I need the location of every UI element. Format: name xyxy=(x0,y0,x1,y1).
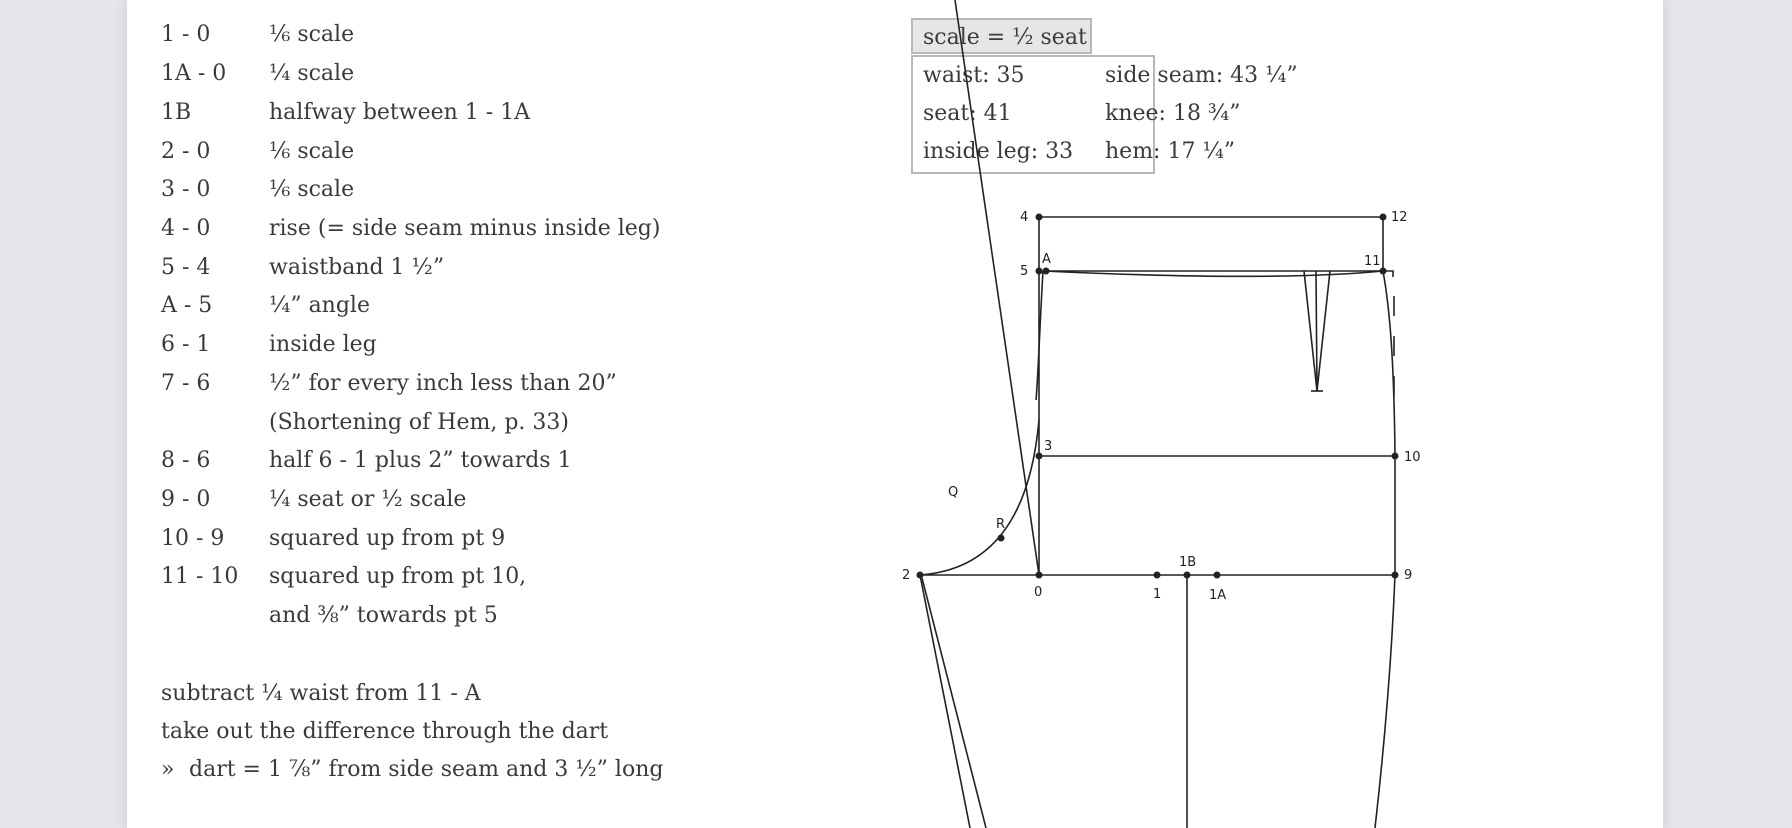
side-seam-lower xyxy=(1375,575,1395,828)
scale-label: scale = ½ seat xyxy=(911,18,1092,54)
step-desc: ¼ scale xyxy=(269,61,355,86)
step-code: A - 5 xyxy=(161,293,213,318)
label-1A: 1A xyxy=(1209,588,1227,603)
point-12 xyxy=(1380,214,1387,221)
point-3 xyxy=(1036,453,1043,460)
label-3: 3 xyxy=(1044,439,1053,454)
label-2: 2 xyxy=(902,568,911,583)
step-code: 3 - 0 xyxy=(161,177,211,202)
label-A: A xyxy=(1042,252,1051,267)
inside-leg-measurement: inside leg: 33 xyxy=(923,139,1074,164)
note-line: subtract ¼ waist from 11 - A xyxy=(161,681,481,706)
step-code: 1B xyxy=(161,100,192,125)
point-9 xyxy=(1392,572,1399,579)
label-5: 5 xyxy=(1020,264,1029,279)
hem-measurement: hem: 17 ¼” xyxy=(1105,139,1236,164)
seat-measurement: seat: 41 xyxy=(923,101,1012,126)
crotch-diagonal xyxy=(955,0,1039,575)
label-0: 0 xyxy=(1034,585,1043,600)
step-code: 10 - 9 xyxy=(161,526,225,551)
step-desc: ⅙ scale xyxy=(269,22,355,47)
point-0 xyxy=(1036,572,1043,579)
label-10: 10 xyxy=(1404,450,1421,465)
point-5 xyxy=(1036,268,1043,275)
waist-curve xyxy=(1043,271,1383,276)
step-desc: ½” for every inch less than 20” xyxy=(269,371,617,396)
step-code: 5 - 4 xyxy=(161,255,211,280)
point-11 xyxy=(1380,268,1387,275)
step-desc: half 6 - 1 plus 2” towards 1 xyxy=(269,448,572,473)
inseam-outer xyxy=(920,575,970,828)
note-line: take out the difference through the dart xyxy=(161,719,609,744)
knee-measurement: knee: 18 ¾” xyxy=(1105,101,1241,126)
step-desc: ⅙ scale xyxy=(269,177,355,202)
point-1A xyxy=(1214,572,1221,579)
step-code: 6 - 1 xyxy=(161,332,211,357)
step-desc: squared up from pt 9 xyxy=(269,526,506,551)
step-desc: ⅙ scale xyxy=(269,139,355,164)
step-desc: halfway between 1 - 1A xyxy=(269,100,531,125)
point-2 xyxy=(917,572,924,579)
side-seam-measurement: side seam: 43 ¼” xyxy=(1105,63,1298,88)
point-A xyxy=(1043,268,1050,275)
note-line: dart = 1 ⅞” from side seam and 3 ½” long xyxy=(189,757,664,782)
dart-leg-1 xyxy=(1304,271,1317,391)
step-desc: rise (= side seam minus inside leg) xyxy=(269,216,661,241)
point-R xyxy=(998,535,1005,542)
step-desc: inside leg xyxy=(269,332,377,357)
point-4 xyxy=(1036,214,1043,221)
crotch-curve xyxy=(920,420,1039,575)
label-Q: Q xyxy=(948,485,959,500)
step-code: 7 - 6 xyxy=(161,371,211,396)
step-code: 11 - 10 xyxy=(161,564,239,589)
label-1B: 1B xyxy=(1179,555,1197,570)
step-desc: and ⅜” towards pt 5 xyxy=(269,603,498,628)
step-desc: squared up from pt 10, xyxy=(269,564,527,589)
label-9: 9 xyxy=(1404,568,1413,583)
waist-measurement: waist: 35 xyxy=(923,63,1025,88)
point-10 xyxy=(1392,453,1399,460)
step-desc: waistband 1 ½” xyxy=(269,255,445,280)
step-code: 1 - 0 xyxy=(161,22,211,47)
dart-leg-2 xyxy=(1317,271,1330,391)
label-12: 12 xyxy=(1391,210,1408,225)
bullet-icon: » xyxy=(161,757,175,782)
dart-center xyxy=(1316,271,1317,391)
step-code: 1A - 0 xyxy=(161,61,227,86)
step-desc: ¼ seat or ½ scale xyxy=(269,487,467,512)
point-1 xyxy=(1154,572,1161,579)
step-desc: (Shortening of Hem, p. 33) xyxy=(269,410,569,435)
step-desc: ¼” angle xyxy=(269,293,370,318)
label-11: 11 xyxy=(1364,254,1381,269)
label-4: 4 xyxy=(1020,210,1029,225)
inseam-inner xyxy=(922,578,986,828)
step-code: 2 - 0 xyxy=(161,139,211,164)
point-1B xyxy=(1184,572,1191,579)
step-code: 9 - 0 xyxy=(161,487,211,512)
label-R: R xyxy=(996,517,1006,532)
step-code: 4 - 0 xyxy=(161,216,211,241)
step-code: 8 - 6 xyxy=(161,448,211,473)
label-1: 1 xyxy=(1153,587,1162,602)
